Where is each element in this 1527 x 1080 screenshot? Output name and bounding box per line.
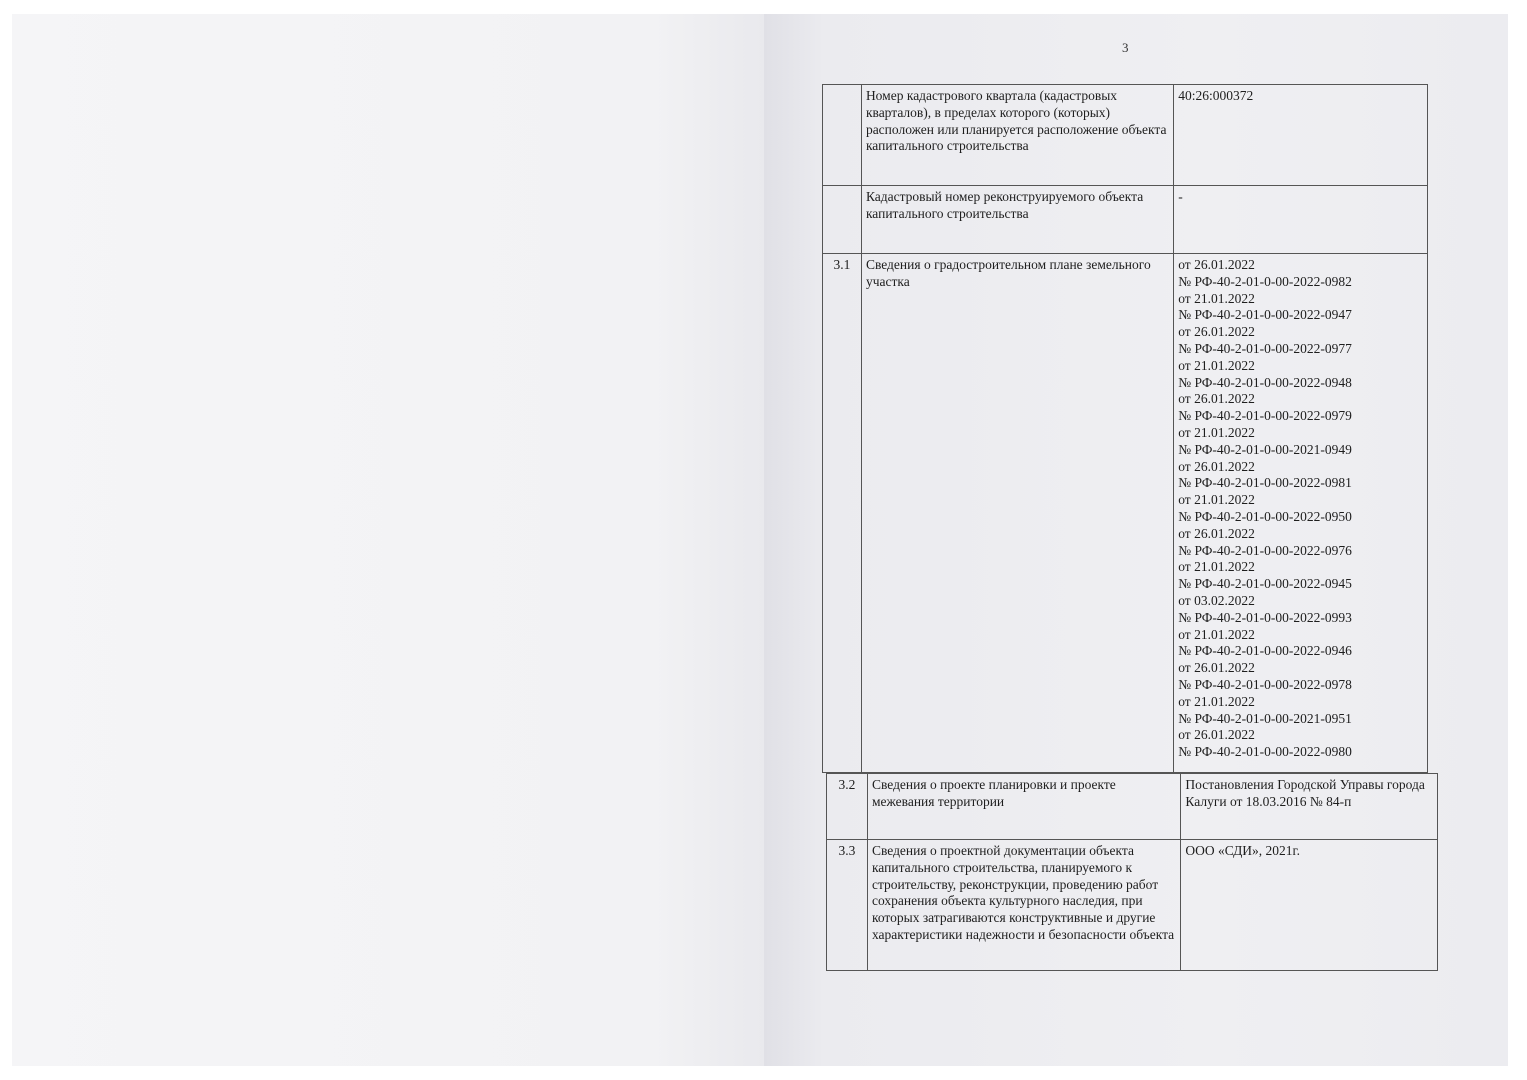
gpzu-line: от 21.01.2022: [1178, 290, 1255, 306]
row-value-cell: Постановления Городской Управы города Калуги от 18.03.2016 № 84-п: [1181, 774, 1438, 840]
gpzu-line: № РФ-40-2-01-0-00-2022-0981: [1178, 475, 1352, 491]
table-row-3-2: [827, 774, 1438, 840]
gpzu-line: от 26.01.2022: [1178, 525, 1255, 541]
gpzu-line: № РФ-40-2-01-0-00-2022-0947: [1178, 307, 1352, 323]
gpzu-line: № РФ-40-2-01-0-00-2022-0976: [1178, 542, 1352, 558]
row-value-cell: [1174, 254, 1428, 773]
row-label-cell: Сведения о градостроительном плане земельного участка: [861, 254, 1173, 773]
gpzu-line: от 21.01.2022: [1178, 492, 1255, 508]
left-page-blank: [12, 14, 764, 1066]
gpzu-line: от 26.01.2022: [1178, 458, 1255, 474]
gpzu-line: от 21.01.2022: [1178, 626, 1255, 642]
row-number-cell: 3.3: [827, 840, 868, 971]
gpzu-line: № РФ-40-2-01-0-00-2022-0982: [1178, 273, 1352, 289]
table-lower: [826, 773, 1438, 971]
row-number-cell: 3.1: [823, 254, 862, 773]
gpzu-line: № РФ-40-2-01-0-00-2021-0951: [1178, 710, 1352, 726]
table-row-3-1: [823, 254, 1428, 773]
row-label-cell: Номер кадастрового квартала (кадастровых кварталов), в пределах которого (которых) расположен или планируется расположение объекта капитального строительства: [861, 85, 1173, 186]
row-value-cell: 40:26:000372: [1174, 85, 1428, 186]
row-label-cell: Сведения о проектной документации объекта капитального строительства, планируемого к строительству, реконструкции, проведению работ сохранения объекта культурного наследия, при которых затрагиваются конструктивные и другие характеристики надежности и безопасности объекта: [867, 840, 1180, 971]
row-number-cell: 3.2: [827, 774, 868, 840]
row-value-cell: ООО «СДИ», 2021г.: [1181, 840, 1438, 971]
gpzu-line: № РФ-40-2-01-0-00-2022-0945: [1178, 576, 1352, 592]
gpzu-line: от 21.01.2022: [1178, 693, 1255, 709]
gpzu-list: [1178, 257, 1423, 761]
gpzu-line: от 26.01.2022: [1178, 660, 1255, 676]
row-number-cell: [823, 85, 862, 186]
table-row-3-3: [827, 840, 1438, 971]
gpzu-line: от 26.01.2022: [1178, 257, 1255, 272]
gpzu-line: от 26.01.2022: [1178, 324, 1255, 340]
gpzu-line: № РФ-40-2-01-0-00-2022-0977: [1178, 340, 1352, 356]
row-label-cell: Кадастровый номер реконструируемого объекта капитального строительства: [861, 186, 1173, 254]
gpzu-line: от 26.01.2022: [1178, 727, 1255, 743]
gpzu-line: от 21.01.2022: [1178, 559, 1255, 575]
row-value-cell: -: [1174, 186, 1428, 254]
page-number: 3: [1122, 40, 1129, 55]
gpzu-line: № РФ-40-2-01-0-00-2022-0980: [1178, 744, 1352, 760]
gpzu-line: № РФ-40-2-01-0-00-2021-0949: [1178, 441, 1352, 457]
gpzu-line: № РФ-40-2-01-0-00-2022-0948: [1178, 374, 1352, 390]
row-number-cell: [823, 186, 862, 254]
gpzu-line: № РФ-40-2-01-0-00-2022-0979: [1178, 408, 1352, 424]
gpzu-line: от 21.01.2022: [1178, 357, 1255, 373]
gpzu-line: № РФ-40-2-01-0-00-2022-0950: [1178, 508, 1352, 524]
row-label-cell: Сведения о проекте планировки и проекте межевания территории: [867, 774, 1180, 840]
table-row-cadastral-number: [823, 186, 1428, 254]
table-upper: [822, 84, 1428, 773]
gpzu-line: № РФ-40-2-01-0-00-2022-0978: [1178, 676, 1352, 692]
gpzu-line: № РФ-40-2-01-0-00-2022-0993: [1178, 609, 1352, 625]
gpzu-line: № РФ-40-2-01-0-00-2022-0946: [1178, 643, 1352, 659]
gpzu-line: от 03.02.2022: [1178, 592, 1255, 608]
table-row-cadastral-quarter: [823, 85, 1428, 186]
gpzu-line: от 21.01.2022: [1178, 424, 1255, 440]
gpzu-line: от 26.01.2022: [1178, 391, 1255, 407]
